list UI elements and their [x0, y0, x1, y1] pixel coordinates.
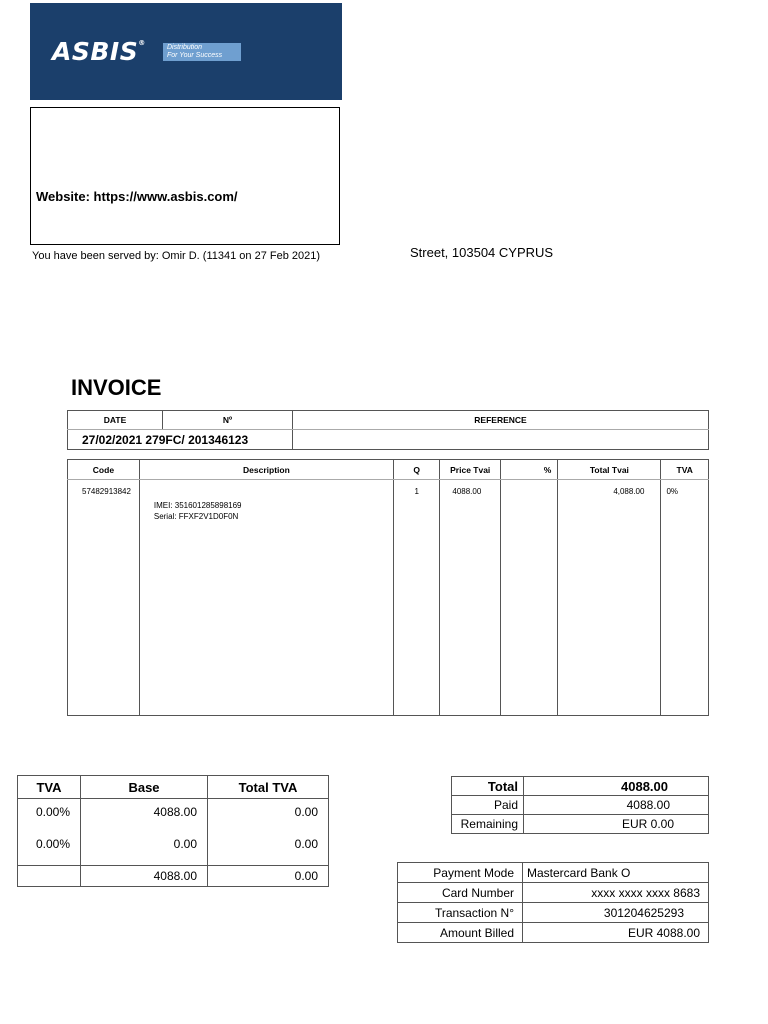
reference-value	[293, 430, 709, 450]
tva-base: 4088.00	[81, 799, 208, 832]
company-logo	[30, 3, 342, 100]
card-number-label: Card Number	[398, 883, 523, 903]
table-row	[452, 796, 709, 815]
table-row	[18, 866, 329, 887]
reference-header: REFERENCE	[293, 411, 709, 430]
transaction-value: 301204625293	[523, 903, 709, 923]
payment-mode-value: Mastercard Bank O	[523, 863, 709, 883]
paid-label: Paid	[452, 796, 524, 815]
transaction-label: Transaction N°	[398, 903, 523, 923]
invoice-reference-table	[67, 410, 709, 450]
date-number-value: 27/02/2021 279FC/ 201346123	[68, 430, 293, 450]
totals-table	[451, 776, 709, 834]
invoice-title: INVOICE	[71, 375, 162, 400]
price-header: Price Tvai	[440, 460, 501, 480]
percent-header: %	[501, 460, 558, 480]
company-address-box	[30, 107, 340, 245]
table-row	[398, 903, 709, 923]
total-value: 4088.00	[524, 777, 709, 796]
tva-rate	[18, 866, 81, 887]
item-quantity: 1	[394, 480, 440, 716]
table-row	[452, 777, 709, 796]
quantity-header: Q	[394, 460, 440, 480]
tva-amount: 0.00	[208, 799, 329, 832]
code-header: Code	[68, 460, 140, 480]
tva-base: 4088.00	[81, 866, 208, 887]
tva-amount: 0.00	[208, 831, 329, 866]
total-label: Total	[452, 777, 524, 796]
item-imei: IMEI: 351601285898169	[153, 501, 242, 510]
item-description	[139, 480, 393, 716]
payment-mode-label: Payment Mode	[398, 863, 523, 883]
table-row	[398, 863, 709, 883]
tva-base: 0.00	[81, 831, 208, 866]
base-col-header: Base	[81, 776, 208, 799]
number-header: Nº	[163, 411, 293, 430]
item-code: 57482913842	[68, 480, 140, 716]
table-row	[68, 480, 709, 716]
item-serial: Serial: FFXF2V1D0F0N	[153, 512, 239, 521]
company-website: Website: https://www.asbis.com/	[36, 189, 238, 204]
logo-tagline: Distribution For Your Success	[163, 43, 241, 61]
item-tva: 0%	[661, 480, 709, 716]
invoice-items-table	[67, 459, 709, 716]
payment-table	[397, 862, 709, 943]
date-header: DATE	[68, 411, 163, 430]
total-tva-col-header: Total TVA	[208, 776, 329, 799]
item-price: 4088.00	[440, 480, 501, 716]
tva-rate: 0.00%	[18, 799, 81, 832]
tva-rate: 0.00%	[18, 831, 81, 866]
item-total: 4,088.00	[558, 480, 661, 716]
table-row	[18, 799, 329, 832]
card-number-value: xxxx xxxx xxxx 8683	[523, 883, 709, 903]
logo-wordmark: ASBIS®	[52, 37, 146, 66]
item-percent	[501, 480, 558, 716]
description-header: Description	[139, 460, 393, 480]
total-header: Total Tvai	[558, 460, 661, 480]
table-row	[398, 923, 709, 943]
tva-amount: 0.00	[208, 866, 329, 887]
remaining-label: Remaining	[452, 815, 524, 834]
table-row	[18, 831, 329, 866]
table-row	[398, 883, 709, 903]
paid-value: 4088.00	[524, 796, 709, 815]
amount-billed-label: Amount Billed	[398, 923, 523, 943]
remaining-value: EUR 0.00	[524, 815, 709, 834]
served-by-note: You have been served by: Omir D. (11341 on 27 Feb 2021)	[32, 250, 321, 262]
table-row	[452, 815, 709, 834]
tva-col-header: TVA	[18, 776, 81, 799]
amount-billed-value: EUR 4088.00	[523, 923, 709, 943]
tva-summary-table	[17, 775, 329, 887]
tva-header: TVA	[661, 460, 709, 480]
customer-address: Street, 103504 CYPRUS	[410, 245, 554, 260]
